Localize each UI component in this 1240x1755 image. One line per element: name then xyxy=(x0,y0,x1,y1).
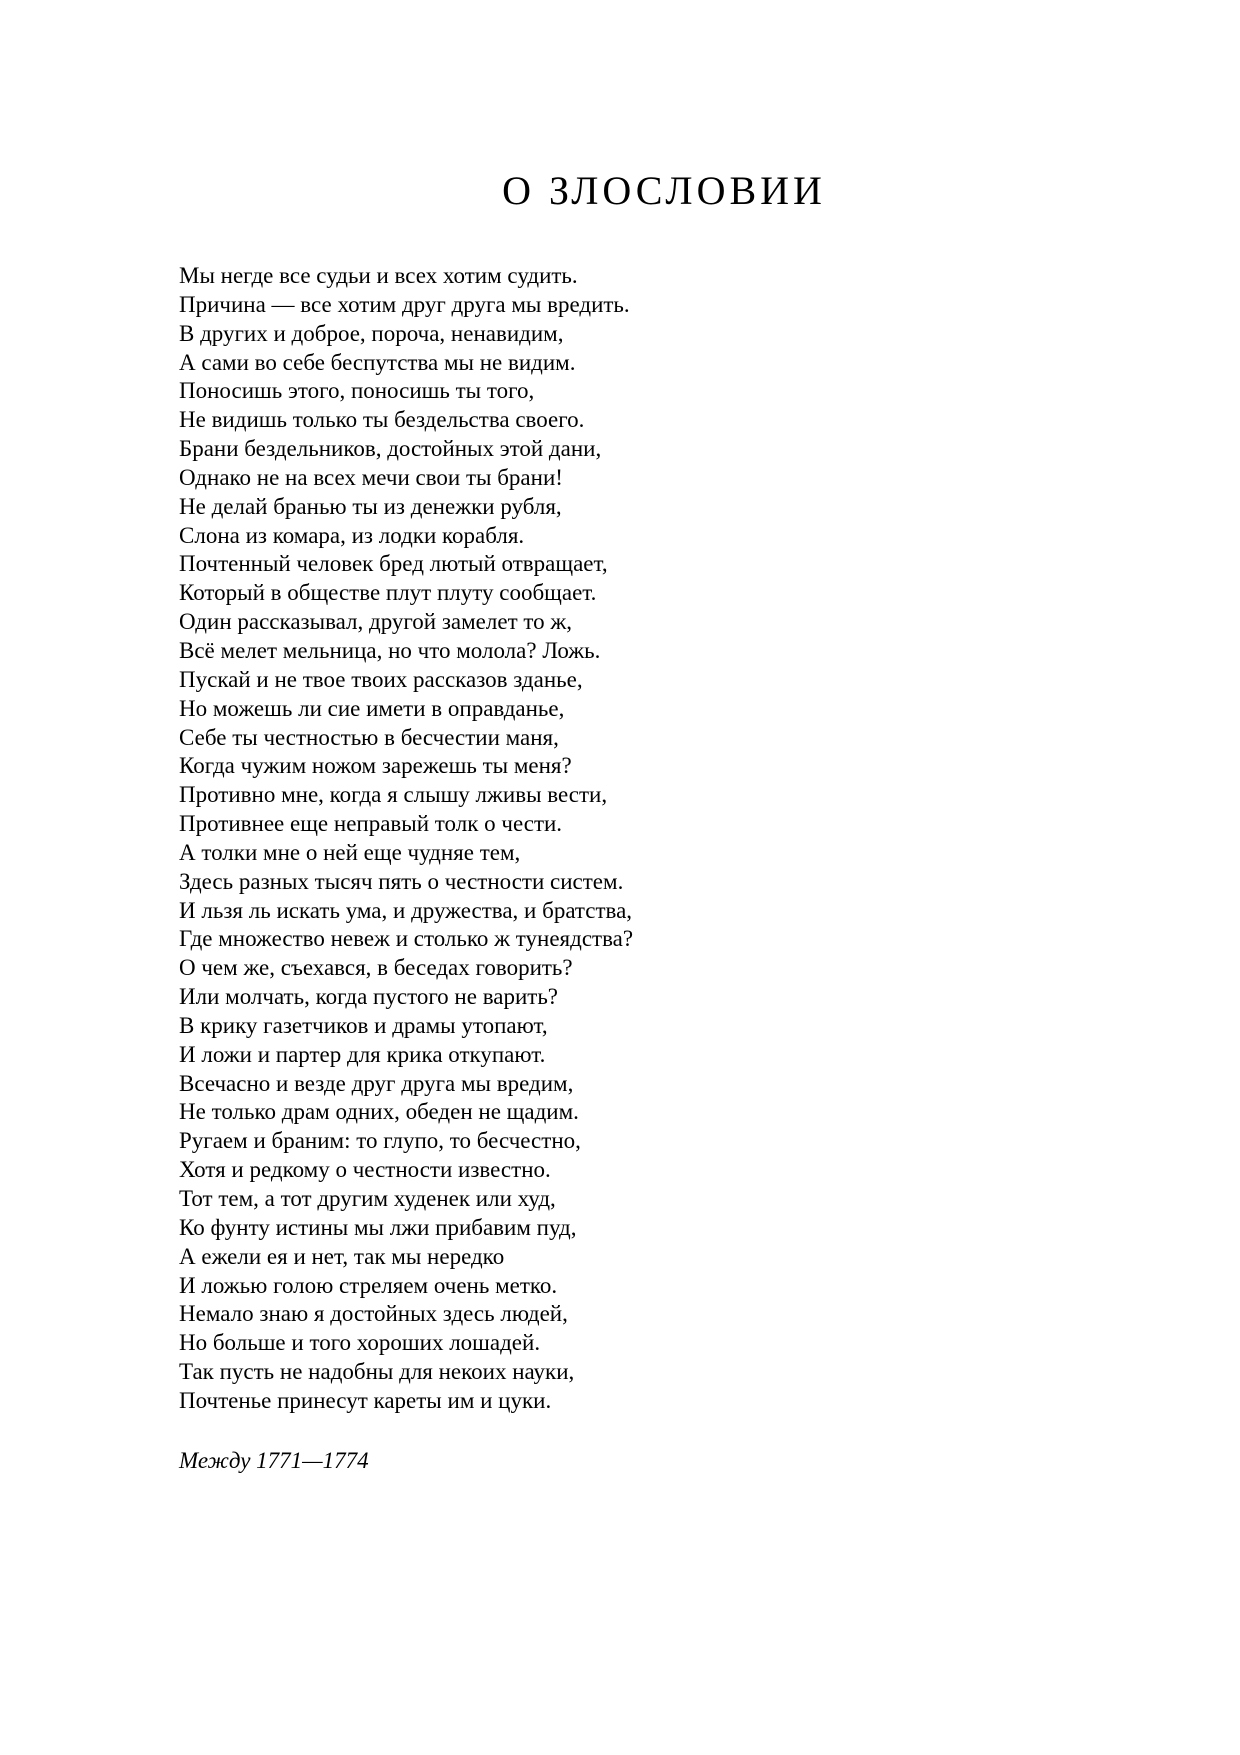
poem-line: Поносишь этого, поносишь ты того, xyxy=(179,378,535,404)
poem-line: Но больше и того хороших лошадей. xyxy=(179,1330,541,1356)
poem-line: И ложью голою стреляем очень метко. xyxy=(179,1272,558,1298)
poem-line: Себе ты честностью в бесчестии маня, xyxy=(179,724,559,750)
poem-line: И льзя ль искать ума, и дружества, и братства, xyxy=(179,897,633,923)
poem-line: Тот тем, а тот другим худенек или худ, xyxy=(179,1186,556,1211)
poem-line: Так пусть не надобны для некоих науки, xyxy=(179,1359,575,1385)
poem-line: Однако не на всех мечи свои ты брани! xyxy=(179,464,563,490)
poem-line: Не делай бранью ты из денежки рубля, xyxy=(179,493,562,519)
poem-line: Но можешь ли сие имети в оправданье, xyxy=(179,695,565,721)
poem-line: Слона из комара, из лодки корабля. xyxy=(179,522,525,548)
poem-line: Противно мне, когда я слышу лживы вести, xyxy=(179,782,608,808)
poem-line: А толки мне о ней еще чудняе тем, xyxy=(179,839,521,865)
poem-line: Не только драм одних, обеден не щадим. xyxy=(179,1099,579,1125)
poem-line: Противнее еще неправый толк о чести. xyxy=(179,811,563,837)
poem-line: Ко фунту истины мы лжи прибавим пуд, xyxy=(179,1214,577,1240)
poem-line: Где множество невеж и столько ж тунеядства? xyxy=(179,926,634,952)
poem-line: Почтенье принесут кареты им и цуки. xyxy=(179,1387,552,1413)
poem-line: Один рассказывал, другой замелет то ж, xyxy=(179,609,573,635)
poem-line: В крику газетчиков и драмы утопают, xyxy=(179,1012,548,1038)
poem-body xyxy=(179,262,633,1416)
poem-line: Когда чужим ножом зарежешь ты меня? xyxy=(179,753,572,779)
poem-line: О чем же, съехався, в беседах говорить? xyxy=(179,955,573,981)
poem-line: Хотя и редкому о честности известно. xyxy=(179,1157,551,1183)
poem-line: Почтенный человек бред лютый отвращает, xyxy=(179,551,608,577)
poem-line: А ежели ея и нет, так мы нередко xyxy=(179,1243,505,1269)
poem-line: Здесь разных тысяч пять о честности систем. xyxy=(179,868,624,894)
poem-line: А сами во себе беспутства мы не видим. xyxy=(179,349,576,375)
poem-line: Немало знаю я достойных здесь людей, xyxy=(179,1301,568,1327)
poem-line: И ложи и партер для крика откупают. xyxy=(179,1041,546,1067)
poem-line: Который в обществе плут плуту сообщает. xyxy=(179,580,597,606)
poem-line: Всечасно и везде друг друга мы вредим, xyxy=(179,1070,574,1096)
poem-date: Между 1771—1774 xyxy=(179,1448,369,1473)
poem-line: Причина — все хотим друг друга мы вредить. xyxy=(179,291,630,317)
poem-line: Мы негде все судьи и всех хотим судить. xyxy=(179,263,578,288)
poem-line: В других и доброе, пороча, ненавидим, xyxy=(179,320,564,346)
poem-line: Брани бездельников, достойных этой дани, xyxy=(179,436,602,462)
poem-line: Ругаем и браним: то глупо, то бесчестно, xyxy=(179,1128,581,1154)
poem-line: Или молчать, когда пустого не варить? xyxy=(179,984,559,1010)
poem-line: Всё мелет мельница, но что молола? Ложь. xyxy=(179,637,601,663)
poem-title: О ЗЛОСЛОВИИ xyxy=(502,168,826,213)
poem-line: Не видишь только ты бездельства своего. xyxy=(179,407,585,433)
poem-line: Пускай и не твое твоих рассказов зданье, xyxy=(179,666,583,692)
